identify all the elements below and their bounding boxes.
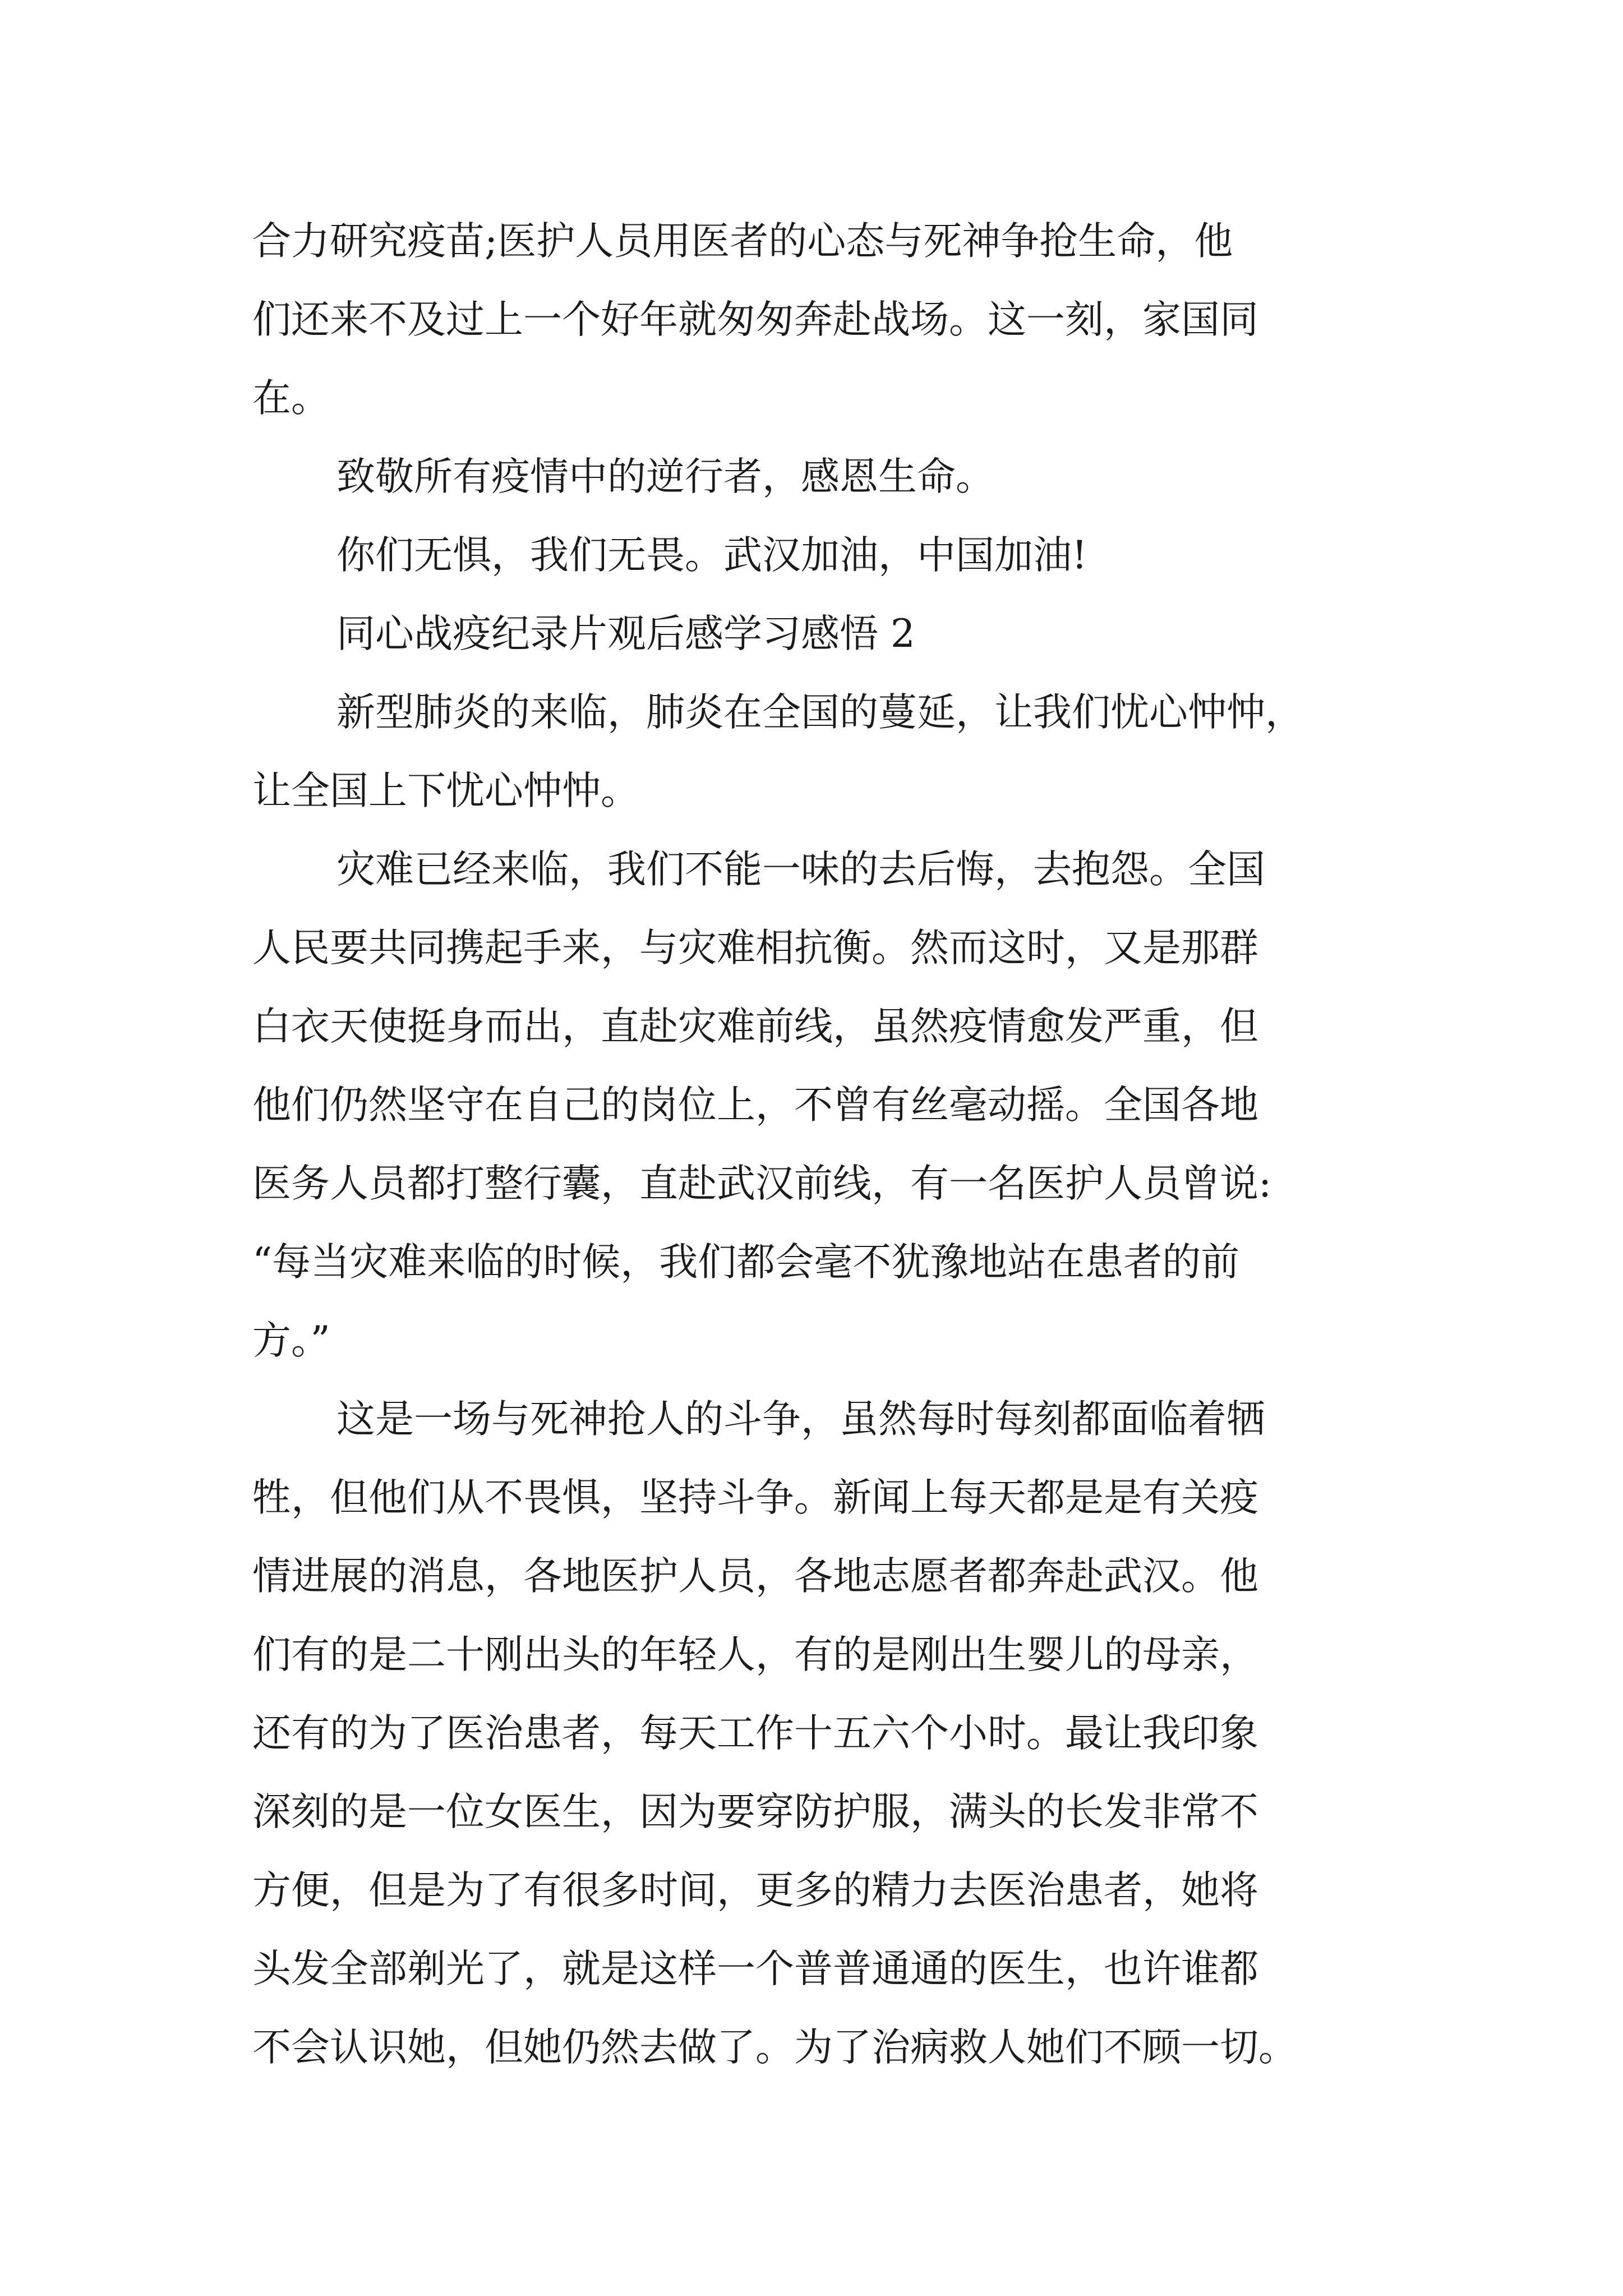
text-line: 方便，但是为了有很多时间，更多的精力去医治患者，她将: [252, 1868, 1258, 1913]
text-line: 他们仍然坚守在自己的岗位上，不曾有丝毫动摇。全国各地: [252, 1083, 1258, 1128]
paragraph-line: 这是一场与死神抢人的斗争，虽然每时每刻都面临着牺: [336, 1397, 1265, 1442]
text-line: 还有的为了医治患者，每天工作十五六个小时。最让我印象: [252, 1711, 1258, 1756]
text-line: 方。”: [252, 1318, 330, 1363]
text-line: 在。: [252, 376, 330, 421]
text-line: 白衣天使挺身而出，直赴灾难前线，虽然疫情愈发严重，但: [252, 1004, 1258, 1049]
text-line: 让全国上下忧心忡忡。: [252, 769, 639, 813]
text-line: 头发全部剃光了，就是这样一个普普通通的医生，也许谁都: [252, 1947, 1258, 1991]
text-line: “每当灾难来临的时候，我们都会毫不犹豫地站在患者的前: [252, 1240, 1240, 1285]
text-line: 牲，但他们从不畏惧，坚持斗争。新闻上每天都是是有关疫: [252, 1475, 1258, 1520]
text-line: 们还来不及过上一个好年就匆匆奔赴战场。这一刻，家国同: [252, 297, 1258, 342]
paragraph-line: 新型肺炎的来临，肺炎在全国的蔓延，让我们忧心忡忡，: [336, 690, 1304, 735]
text-line: 情进展的消息，各地医护人员，各地志愿者都奔赴武汉。他: [252, 1554, 1258, 1599]
paragraph-line: 致敬所有疫情中的逆行者，感恩生命。: [336, 454, 994, 499]
text-line: 医务人员都打整行囊，直赴武汉前线，有一名医护人员曾说:: [252, 1161, 1272, 1206]
section-heading: 同心战疫纪录片观后感学习感悟 2: [336, 611, 915, 656]
text-line: 们有的是二十刚出头的年轻人，有的是刚出生婴儿的母亲，: [252, 1632, 1258, 1677]
text-line: 不会认识她，但她仍然去做了。为了治病救人她们不顾一切。: [252, 2025, 1297, 2070]
paragraph-line: 你们无惧，我们无畏。武汉加油，中国加油!: [336, 533, 1087, 578]
text-line: 深刻的是一位女医生，因为要穿防护服，满头的长发非常不: [252, 1789, 1258, 1834]
text-line: 合力研究疫苗;医护人员用医者的心态与死神争抢生命，他: [252, 219, 1233, 264]
paragraph-line: 灾难已经来临，我们不能一味的去后悔，去抱怨。全国: [336, 847, 1265, 892]
text-line: 人民要共同携起手来，与灾难相抗衡。然而这时，又是那群: [252, 926, 1258, 970]
